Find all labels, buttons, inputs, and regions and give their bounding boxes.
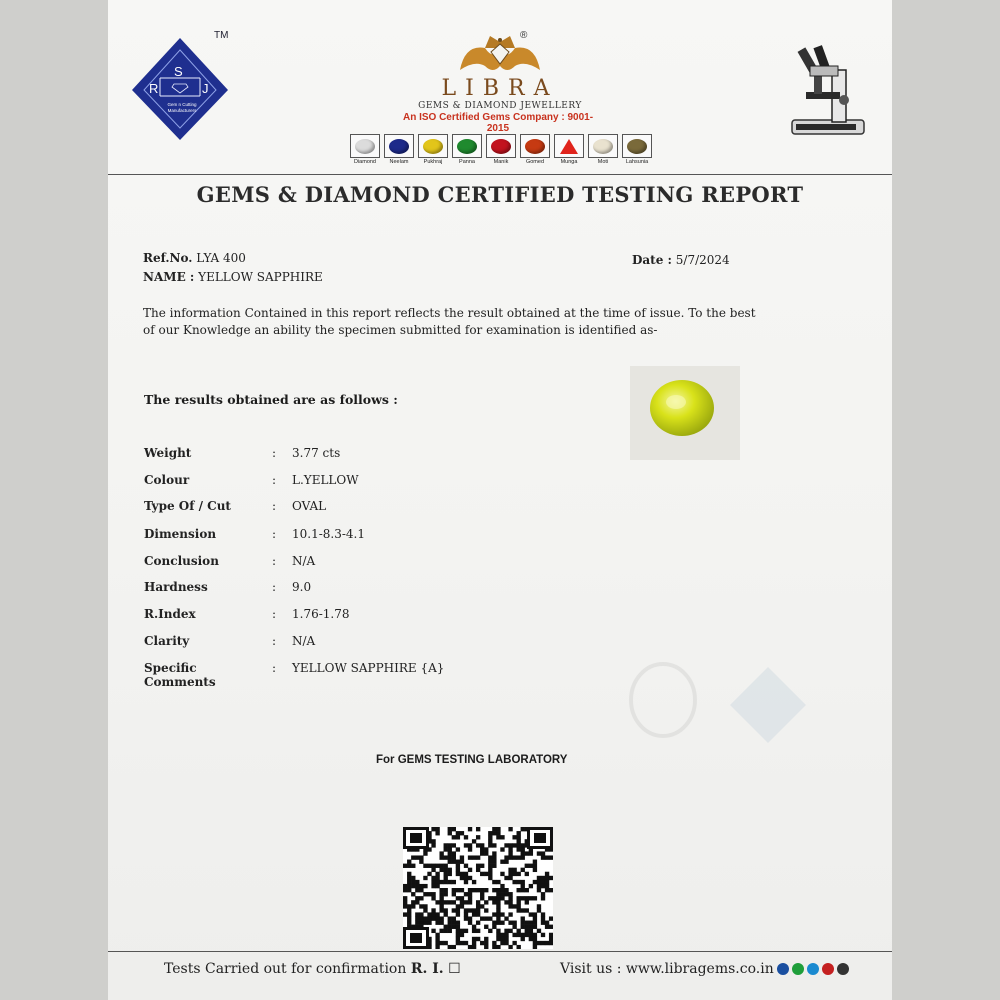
spec-value: L.YELLOW: [292, 473, 359, 487]
spec-colon: :: [272, 554, 277, 568]
footer-left-bold: R. I.: [410, 961, 444, 977]
name-label: NAME :: [143, 270, 195, 284]
certificate-sheet: [108, 0, 892, 1000]
spec-colon: :: [272, 473, 277, 487]
gem-label: Munga: [560, 159, 578, 165]
spec-value: 3.77 cts: [292, 446, 341, 460]
gem-panna-icon: [452, 134, 482, 158]
spec-row: [144, 554, 564, 568]
gem-label: Moti: [597, 159, 609, 165]
date-value: 5/7/2024: [675, 253, 730, 267]
spec-row: [144, 580, 564, 594]
srj-letter-r: R: [149, 81, 159, 96]
spec-key: Type Of / Cut: [144, 499, 231, 513]
gem-label: Diamond: [353, 159, 376, 165]
intro-paragraph: The information Contained in this report reflects the result obtained at the time of issue. To the best of our Knowledge an ability the specimen submitted for examination is identified as-: [143, 306, 756, 337]
gem-diamond-icon: [350, 134, 380, 158]
gem-manik-icon: [486, 134, 516, 158]
spec-key: Weight: [144, 446, 192, 460]
gem-lahsunia: [622, 134, 652, 165]
background-right: [892, 0, 1000, 1000]
checkbox-icon: ☐: [448, 961, 461, 977]
gem-label: Pukhraj: [423, 159, 443, 165]
ref-label: Ref.No.: [143, 251, 193, 265]
gem-munga: [554, 134, 584, 165]
spec-colon: :: [272, 607, 277, 621]
srj-tm: TM: [214, 30, 229, 41]
footer-right: [560, 961, 849, 977]
gem-moti-icon: [588, 134, 618, 158]
spec-colon: :: [272, 580, 277, 594]
watermark-circle-icon: [628, 660, 698, 744]
spec-row: [144, 607, 564, 621]
spec-value: N/A: [292, 554, 316, 568]
gem-manik: [486, 134, 516, 165]
spec-row: [144, 634, 564, 648]
watermark-diamond-icon: [728, 665, 808, 749]
gem-panna: [452, 134, 482, 165]
gem-gomed-icon: [520, 134, 550, 158]
date-line: [632, 253, 730, 267]
libra-tagline: GEMS & DIAMOND JEWELLERY: [418, 101, 582, 111]
spec-key: Colour: [144, 473, 190, 487]
name-value: YELLOW SAPPHIRE: [198, 270, 323, 284]
spec-row: [144, 661, 564, 689]
report-title: GEMS & DIAMOND CERTIFIED TESTING REPORT: [196, 182, 804, 207]
srj-letter-j: J: [202, 81, 209, 96]
gemstone-photo: [630, 366, 740, 460]
facebook-icon[interactable]: [777, 963, 789, 975]
lab-line: For GEMS TESTING LABORATORY: [376, 754, 568, 766]
spec-colon: :: [272, 499, 277, 513]
gem-munga-icon: [554, 134, 584, 158]
whatsapp-icon[interactable]: [792, 963, 804, 975]
gem-label: Neelam: [389, 159, 409, 165]
spec-key: Hardness: [144, 580, 208, 594]
srj-logo: [130, 30, 234, 140]
gem-neelam: [384, 134, 414, 165]
name-line: [143, 270, 323, 284]
ref-line: [143, 251, 246, 265]
libra-name: LIBRA: [441, 76, 559, 101]
spec-key: Dimension: [144, 527, 217, 541]
results-heading: The results obtained are as follows :: [144, 392, 398, 407]
spec-key: Clarity: [144, 634, 190, 648]
footer-rule: [108, 951, 892, 952]
spec-colon: :: [272, 527, 277, 541]
header-rule: [108, 174, 892, 175]
gem-label: Lahsunia: [625, 159, 649, 165]
background-left: [0, 0, 108, 1000]
gem-pukhraj-icon: [418, 134, 448, 158]
gem-lahsunia-icon: [622, 134, 652, 158]
instagram-icon[interactable]: [837, 963, 849, 975]
spec-value: 1.76-1.78: [292, 607, 350, 621]
spec-key: R.Index: [144, 607, 196, 621]
gem-label: Panna: [459, 159, 475, 165]
ref-value: LYA 400: [196, 251, 246, 265]
footer-left-text: Tests Carried out for confirmation: [164, 961, 407, 977]
spec-colon: :: [272, 446, 277, 460]
gem-pukhraj: [418, 134, 448, 165]
srj-subtitle-1: Gem n Cutting: [167, 102, 197, 107]
srj-letter-s: S: [174, 64, 183, 79]
srj-diamond-icon: [130, 30, 234, 140]
spec-row: [144, 499, 564, 513]
gem-diamond: [350, 134, 380, 165]
spec-key: Specific Comments: [144, 661, 216, 689]
gems-row: [350, 134, 652, 165]
gem-label: Gomed: [525, 159, 545, 165]
spec-value: N/A: [292, 634, 316, 648]
libra-crest-icon: [445, 30, 555, 78]
spec-colon: :: [272, 634, 277, 648]
gem-neelam-icon: [384, 134, 414, 158]
spec-row: [144, 446, 564, 460]
spec-value: OVAL: [292, 499, 327, 513]
spec-key: Conclusion: [144, 554, 219, 568]
spec-value: 9.0: [292, 580, 312, 594]
spec-value: YELLOW SAPPHIRE {A}: [292, 661, 445, 675]
spec-colon: :: [272, 661, 277, 675]
footer-left: [164, 961, 461, 977]
qr-code[interactable]: [403, 827, 553, 949]
microscope-icon: [788, 40, 868, 140]
spec-value: 10.1-8.3-4.1: [292, 527, 365, 541]
spec-row: [144, 473, 564, 487]
gem-moti: [588, 134, 618, 165]
srj-subtitle-2: Manufacturers: [167, 108, 197, 113]
youtube-icon[interactable]: [822, 963, 834, 975]
twitter-icon[interactable]: [807, 963, 819, 975]
gem-gomed: [520, 134, 550, 165]
website-link[interactable]: Visit us : www.libragems.co.in: [560, 961, 774, 977]
spec-row: [144, 527, 564, 541]
date-label: Date :: [632, 253, 672, 267]
gem-label: Manik: [493, 159, 509, 165]
libra-logo: [400, 30, 600, 111]
iso-line: An ISO Certified Gems Company : 9001-2015: [402, 112, 594, 134]
libra-registered-mark: ®: [520, 30, 528, 41]
